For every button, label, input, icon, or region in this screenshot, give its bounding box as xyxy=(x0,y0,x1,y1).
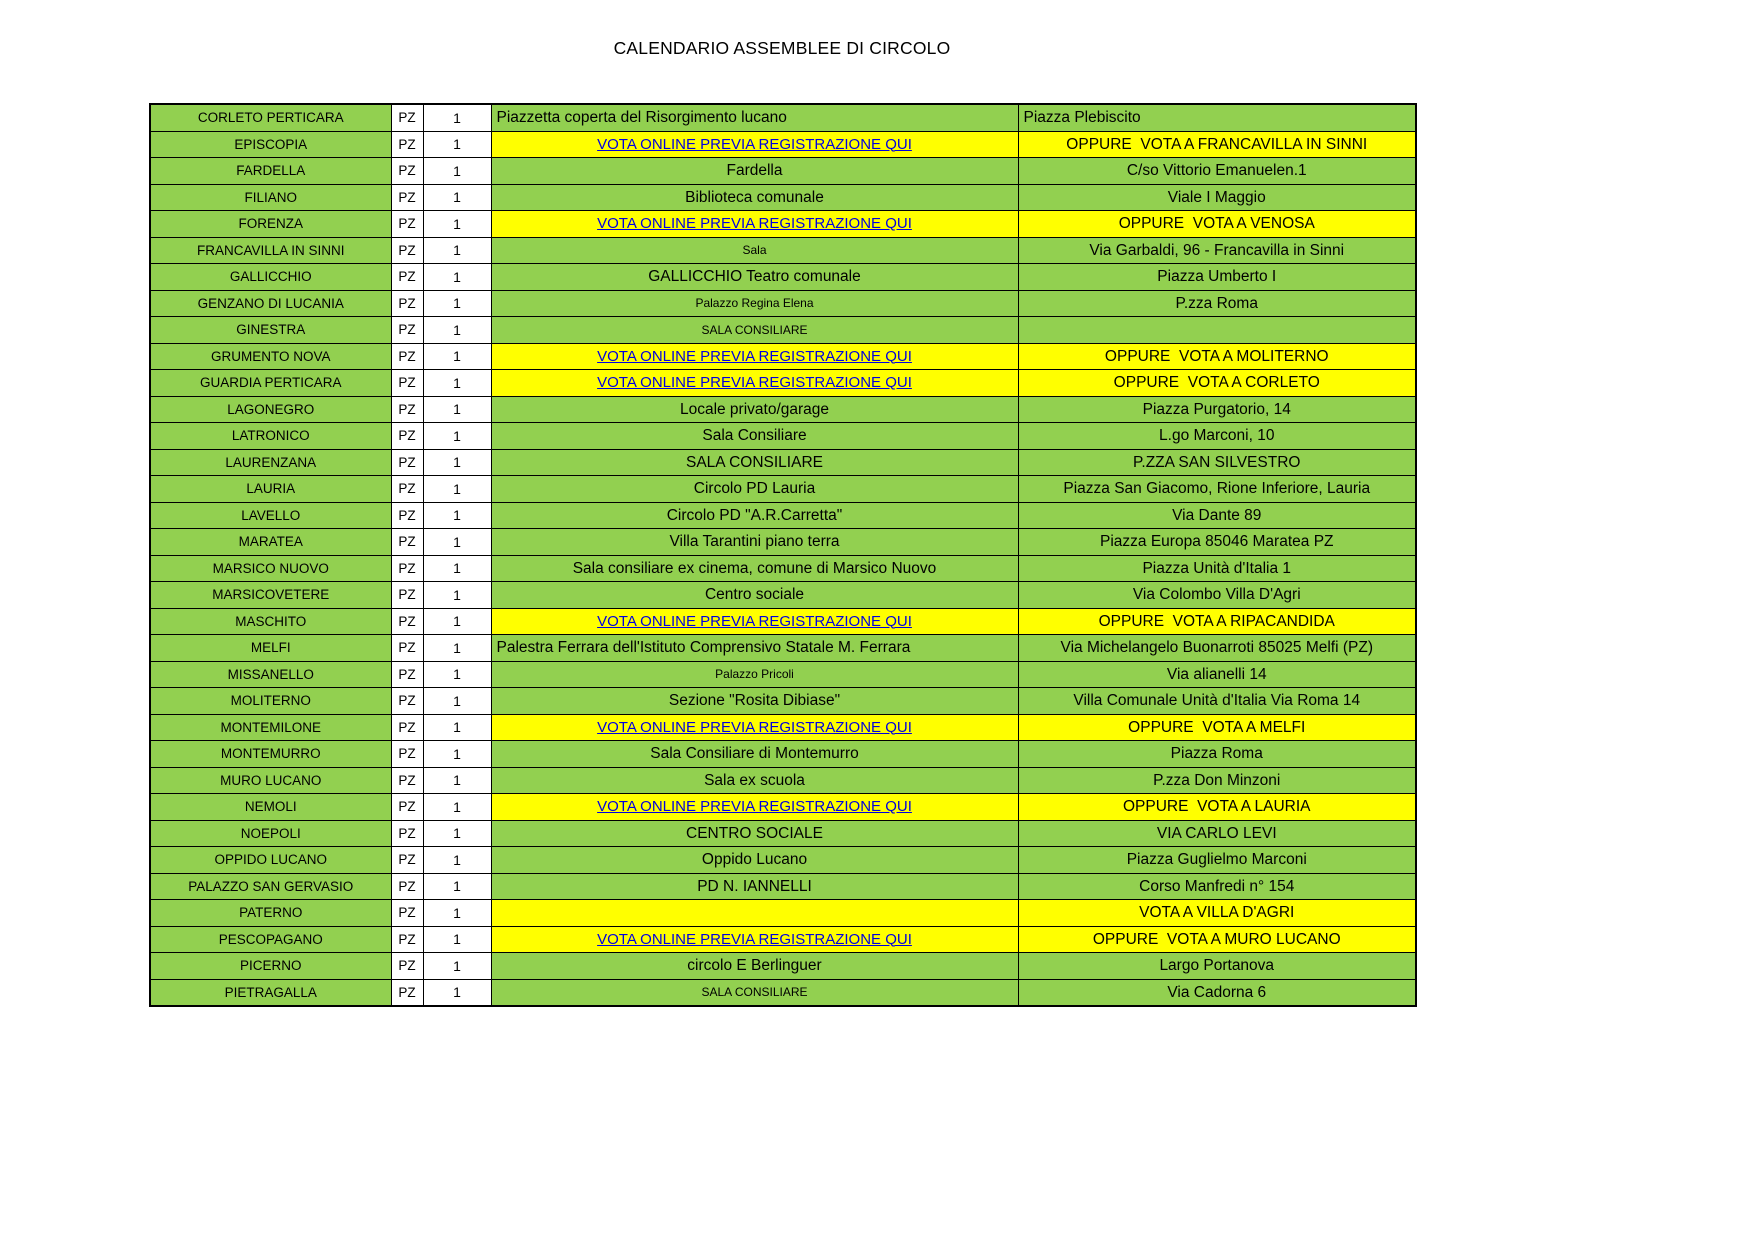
address-cell xyxy=(1018,317,1416,344)
address-cell: Piazza Europa 85046 Maratea PZ xyxy=(1018,529,1416,556)
count-cell: 1 xyxy=(423,423,491,450)
table-row xyxy=(150,873,1416,900)
count-cell: 1 xyxy=(423,661,491,688)
vote-online-link[interactable]: VOTA ONLINE PREVIA REGISTRAZIONE QUI xyxy=(597,374,912,391)
venue-cell: Circolo PD "A.R.Carretta" xyxy=(491,502,1018,529)
venue-cell: Biblioteca comunale xyxy=(491,184,1018,211)
table-row xyxy=(150,104,1416,131)
count-cell: 1 xyxy=(423,900,491,927)
address-cell: Piazza San Giacomo, Rione Inferiore, Lauria xyxy=(1018,476,1416,503)
vote-online-link[interactable]: VOTA ONLINE PREVIA REGISTRAZIONE QUI xyxy=(597,135,912,153)
table-row xyxy=(150,661,1416,688)
venue-cell: Villa Tarantini piano terra xyxy=(491,529,1018,556)
province-cell: PZ xyxy=(391,741,423,768)
table-row xyxy=(150,290,1416,317)
venue-cell: Sala xyxy=(491,237,1018,264)
municipality-cell: GRUMENTO NOVA xyxy=(150,343,391,370)
province-cell: PZ xyxy=(391,211,423,238)
address-cell: VIA CARLO LEVI xyxy=(1018,820,1416,847)
municipality-cell: LAGONEGRO xyxy=(150,396,391,423)
province-cell: PZ xyxy=(391,449,423,476)
municipality-cell: OPPIDO LUCANO xyxy=(150,847,391,874)
count-cell: 1 xyxy=(423,211,491,238)
venue-cell: Palazzo Pricoli xyxy=(491,661,1018,688)
municipality-cell: MISSANELLO xyxy=(150,661,391,688)
address-cell: P.ZZA SAN SILVESTRO xyxy=(1018,449,1416,476)
province-cell: PZ xyxy=(391,767,423,794)
province-cell: PZ xyxy=(391,688,423,715)
address-cell: P.zza Roma xyxy=(1018,290,1416,317)
province-cell: PZ xyxy=(391,926,423,953)
table-row xyxy=(150,926,1416,953)
venue-cell: Centro sociale xyxy=(491,582,1018,609)
address-cell: Corso Manfredi n° 154 xyxy=(1018,873,1416,900)
venue-cell: PD N. IANNELLI xyxy=(491,873,1018,900)
venue-cell: Fardella xyxy=(491,158,1018,185)
table-row xyxy=(150,184,1416,211)
venue-cell: Sala ex scuola xyxy=(491,767,1018,794)
province-cell: PZ xyxy=(391,396,423,423)
table-row xyxy=(150,423,1416,450)
count-cell: 1 xyxy=(423,502,491,529)
municipality-cell: LAVELLO xyxy=(150,502,391,529)
count-cell: 1 xyxy=(423,264,491,291)
province-cell: PZ xyxy=(391,582,423,609)
address-cell: P.zza Don Minzoni xyxy=(1018,767,1416,794)
count-cell: 1 xyxy=(423,290,491,317)
address-cell: Via Dante 89 xyxy=(1018,502,1416,529)
venue-cell: SALA CONSILIARE xyxy=(491,979,1018,1006)
table-row xyxy=(150,635,1416,662)
municipality-cell: GINESTRA xyxy=(150,317,391,344)
table-row xyxy=(150,979,1416,1006)
venue-cell: SALA CONSILIARE xyxy=(491,317,1018,344)
count-cell: 1 xyxy=(423,767,491,794)
count-cell: 1 xyxy=(423,131,491,158)
municipality-cell: FILIANO xyxy=(150,184,391,211)
municipality-cell: MARSICO NUOVO xyxy=(150,555,391,582)
table-row xyxy=(150,714,1416,741)
table-row xyxy=(150,237,1416,264)
venue-cell xyxy=(491,211,1018,238)
vote-online-link[interactable]: VOTA ONLINE PREVIA REGISTRAZIONE QUI xyxy=(597,612,912,630)
province-cell: PZ xyxy=(391,423,423,450)
address-cell: OPPURE VOTA A RIPACANDIDA xyxy=(1018,608,1416,635)
count-cell: 1 xyxy=(423,873,491,900)
count-cell: 1 xyxy=(423,317,491,344)
table-row xyxy=(150,555,1416,582)
venue-cell: Locale privato/garage xyxy=(491,396,1018,423)
municipality-cell: EPISCOPIA xyxy=(150,131,391,158)
municipality-cell: FARDELLA xyxy=(150,158,391,185)
address-cell: Piazza Purgatorio, 14 xyxy=(1018,396,1416,423)
table-row xyxy=(150,820,1416,847)
municipality-cell: FORENZA xyxy=(150,211,391,238)
province-cell: PZ xyxy=(391,979,423,1006)
address-cell: OPPURE VOTA A MURO LUCANO xyxy=(1018,926,1416,953)
count-cell: 1 xyxy=(423,370,491,397)
municipality-cell: GUARDIA PERTICARA xyxy=(150,370,391,397)
address-cell: Via Michelangelo Buonarroti 85025 Melfi (PZ) xyxy=(1018,635,1416,662)
municipality-cell: MARATEA xyxy=(150,529,391,556)
count-cell: 1 xyxy=(423,104,491,131)
address-cell: C/so Vittorio Emanuelen.1 xyxy=(1018,158,1416,185)
table-row xyxy=(150,608,1416,635)
count-cell: 1 xyxy=(423,953,491,980)
address-cell: Piazza Plebiscito xyxy=(1018,104,1416,131)
address-cell: Piazza Guglielmo Marconi xyxy=(1018,847,1416,874)
address-cell: Piazza Umberto I xyxy=(1018,264,1416,291)
address-cell: Villa Comunale Unità d'Italia Via Roma 14 xyxy=(1018,688,1416,715)
table-row xyxy=(150,741,1416,768)
venue-cell xyxy=(491,714,1018,741)
count-cell: 1 xyxy=(423,449,491,476)
count-cell: 1 xyxy=(423,529,491,556)
page-title: CALENDARIO ASSEMBLEE DI CIRCOLO xyxy=(613,38,951,58)
table-row xyxy=(150,343,1416,370)
vote-online-link[interactable]: VOTA ONLINE PREVIA REGISTRAZIONE QUI xyxy=(597,215,912,232)
province-cell: PZ xyxy=(391,131,423,158)
address-cell: OPPURE VOTA A FRANCAVILLA IN SINNI xyxy=(1018,131,1416,158)
province-cell: PZ xyxy=(391,714,423,741)
address-cell: OPPURE VOTA A VENOSA xyxy=(1018,211,1416,238)
count-cell: 1 xyxy=(423,635,491,662)
table-row xyxy=(150,582,1416,609)
municipality-cell: PALAZZO SAN GERVASIO xyxy=(150,873,391,900)
municipality-cell: MELFI xyxy=(150,635,391,662)
table-row xyxy=(150,264,1416,291)
address-cell: Via alianelli 14 xyxy=(1018,661,1416,688)
vote-online-link[interactable]: VOTA ONLINE PREVIA REGISTRAZIONE QUI xyxy=(597,718,912,736)
province-cell: PZ xyxy=(391,873,423,900)
assembly-calendar-table xyxy=(149,103,1417,1007)
province-cell: PZ xyxy=(391,635,423,662)
venue-cell: CENTRO SOCIALE xyxy=(491,820,1018,847)
table-row xyxy=(150,211,1416,238)
address-cell: L.go Marconi, 10 xyxy=(1018,423,1416,450)
venue-cell xyxy=(491,926,1018,953)
venue-cell xyxy=(491,343,1018,370)
venue-cell: Circolo PD Lauria xyxy=(491,476,1018,503)
address-cell: Via Cadorna 6 xyxy=(1018,979,1416,1006)
municipality-cell: MONTEMURRO xyxy=(150,741,391,768)
municipality-cell: MURO LUCANO xyxy=(150,767,391,794)
municipality-cell: LAURENZANA xyxy=(150,449,391,476)
province-cell: PZ xyxy=(391,502,423,529)
province-cell: PZ xyxy=(391,370,423,397)
table-row xyxy=(150,502,1416,529)
province-cell: PZ xyxy=(391,555,423,582)
province-cell: PZ xyxy=(391,237,423,264)
province-cell: PZ xyxy=(391,608,423,635)
municipality-cell: MOLITERNO xyxy=(150,688,391,715)
municipality-cell: GALLICCHIO xyxy=(150,264,391,291)
municipality-cell: NOEPOLI xyxy=(150,820,391,847)
venue-cell: Oppido Lucano xyxy=(491,847,1018,874)
province-cell: PZ xyxy=(391,847,423,874)
province-cell: PZ xyxy=(391,661,423,688)
address-cell: Via Garbaldi, 96 - Francavilla in Sinni xyxy=(1018,237,1416,264)
province-cell: PZ xyxy=(391,104,423,131)
table-row xyxy=(150,900,1416,927)
venue-cell: Sala Consiliare xyxy=(491,423,1018,450)
municipality-cell: PIETRAGALLA xyxy=(150,979,391,1006)
province-cell: PZ xyxy=(391,317,423,344)
municipality-cell: PATERNO xyxy=(150,900,391,927)
venue-cell: GALLICCHIO Teatro comunale xyxy=(491,264,1018,291)
address-cell: OPPURE VOTA A MOLITERNO xyxy=(1018,343,1416,370)
table-row xyxy=(150,529,1416,556)
table-row xyxy=(150,688,1416,715)
municipality-cell: CORLETO PERTICARA xyxy=(150,104,391,131)
venue-cell xyxy=(491,131,1018,158)
venue-cell: Sezione "Rosita Dibiase" xyxy=(491,688,1018,715)
address-cell: Piazza Roma xyxy=(1018,741,1416,768)
count-cell: 1 xyxy=(423,158,491,185)
venue-cell: SALA CONSILIARE xyxy=(491,449,1018,476)
municipality-cell: LAURIA xyxy=(150,476,391,503)
table-row xyxy=(150,370,1416,397)
table-row xyxy=(150,131,1416,158)
municipality-cell: MARSICOVETERE xyxy=(150,582,391,609)
venue-cell xyxy=(491,370,1018,397)
province-cell: PZ xyxy=(391,290,423,317)
count-cell: 1 xyxy=(423,184,491,211)
count-cell: 1 xyxy=(423,847,491,874)
vote-online-link[interactable]: VOTA ONLINE PREVIA REGISTRAZIONE QUI xyxy=(597,798,912,815)
table-row xyxy=(150,476,1416,503)
table-row xyxy=(150,158,1416,185)
address-cell: Via Colombo Villa D'Agri xyxy=(1018,582,1416,609)
count-cell: 1 xyxy=(423,476,491,503)
table-row xyxy=(150,767,1416,794)
table-row xyxy=(150,847,1416,874)
venue-cell xyxy=(491,608,1018,635)
address-cell: Piazza Unità d'Italia 1 xyxy=(1018,555,1416,582)
count-cell: 1 xyxy=(423,741,491,768)
municipality-cell: NEMOLI xyxy=(150,794,391,821)
venue-cell: circolo E Berlinguer xyxy=(491,953,1018,980)
venue-cell: Palazzo Regina Elena xyxy=(491,290,1018,317)
count-cell: 1 xyxy=(423,396,491,423)
table-row xyxy=(150,449,1416,476)
table-row xyxy=(150,317,1416,344)
venue-cell xyxy=(491,794,1018,821)
count-cell: 1 xyxy=(423,237,491,264)
count-cell: 1 xyxy=(423,343,491,370)
province-cell: PZ xyxy=(391,264,423,291)
province-cell: PZ xyxy=(391,343,423,370)
address-cell: VOTA A VILLA D'AGRI xyxy=(1018,900,1416,927)
venue-cell: Piazzetta coperta del Risorgimento lucano xyxy=(491,104,1018,131)
address-cell: OPPURE VOTA A LAURIA xyxy=(1018,794,1416,821)
venue-cell: Sala consiliare ex cinema, comune di Marsico Nuovo xyxy=(491,555,1018,582)
province-cell: PZ xyxy=(391,794,423,821)
venue-cell xyxy=(491,900,1018,927)
count-cell: 1 xyxy=(423,820,491,847)
table-body xyxy=(150,104,1416,1006)
municipality-cell: FRANCAVILLA IN SINNI xyxy=(150,237,391,264)
address-cell: Viale I Maggio xyxy=(1018,184,1416,211)
vote-online-link[interactable]: VOTA ONLINE PREVIA REGISTRAZIONE QUI xyxy=(597,347,912,365)
province-cell: PZ xyxy=(391,953,423,980)
municipality-cell: PESCOPAGANO xyxy=(150,926,391,953)
address-cell: OPPURE VOTA A CORLETO xyxy=(1018,370,1416,397)
count-cell: 1 xyxy=(423,926,491,953)
vote-online-link[interactable]: VOTA ONLINE PREVIA REGISTRAZIONE QUI xyxy=(597,930,912,948)
municipality-cell: GENZANO DI LUCANIA xyxy=(150,290,391,317)
count-cell: 1 xyxy=(423,714,491,741)
table-row xyxy=(150,794,1416,821)
province-cell: PZ xyxy=(391,476,423,503)
table-row xyxy=(150,396,1416,423)
municipality-cell: MASCHITO xyxy=(150,608,391,635)
province-cell: PZ xyxy=(391,158,423,185)
count-cell: 1 xyxy=(423,688,491,715)
count-cell: 1 xyxy=(423,794,491,821)
venue-cell: Palestra Ferrara dell'Istituto Comprensivo Statale M. Ferrara xyxy=(491,635,1018,662)
count-cell: 1 xyxy=(423,555,491,582)
table-row xyxy=(150,953,1416,980)
address-cell: Largo Portanova xyxy=(1018,953,1416,980)
municipality-cell: MONTEMILONE xyxy=(150,714,391,741)
address-cell: OPPURE VOTA A MELFI xyxy=(1018,714,1416,741)
municipality-cell: LATRONICO xyxy=(150,423,391,450)
count-cell: 1 xyxy=(423,608,491,635)
province-cell: PZ xyxy=(391,184,423,211)
venue-cell: Sala Consiliare di Montemurro xyxy=(491,741,1018,768)
province-cell: PZ xyxy=(391,900,423,927)
province-cell: PZ xyxy=(391,529,423,556)
count-cell: 1 xyxy=(423,979,491,1006)
count-cell: 1 xyxy=(423,582,491,609)
province-cell: PZ xyxy=(391,820,423,847)
municipality-cell: PICERNO xyxy=(150,953,391,980)
